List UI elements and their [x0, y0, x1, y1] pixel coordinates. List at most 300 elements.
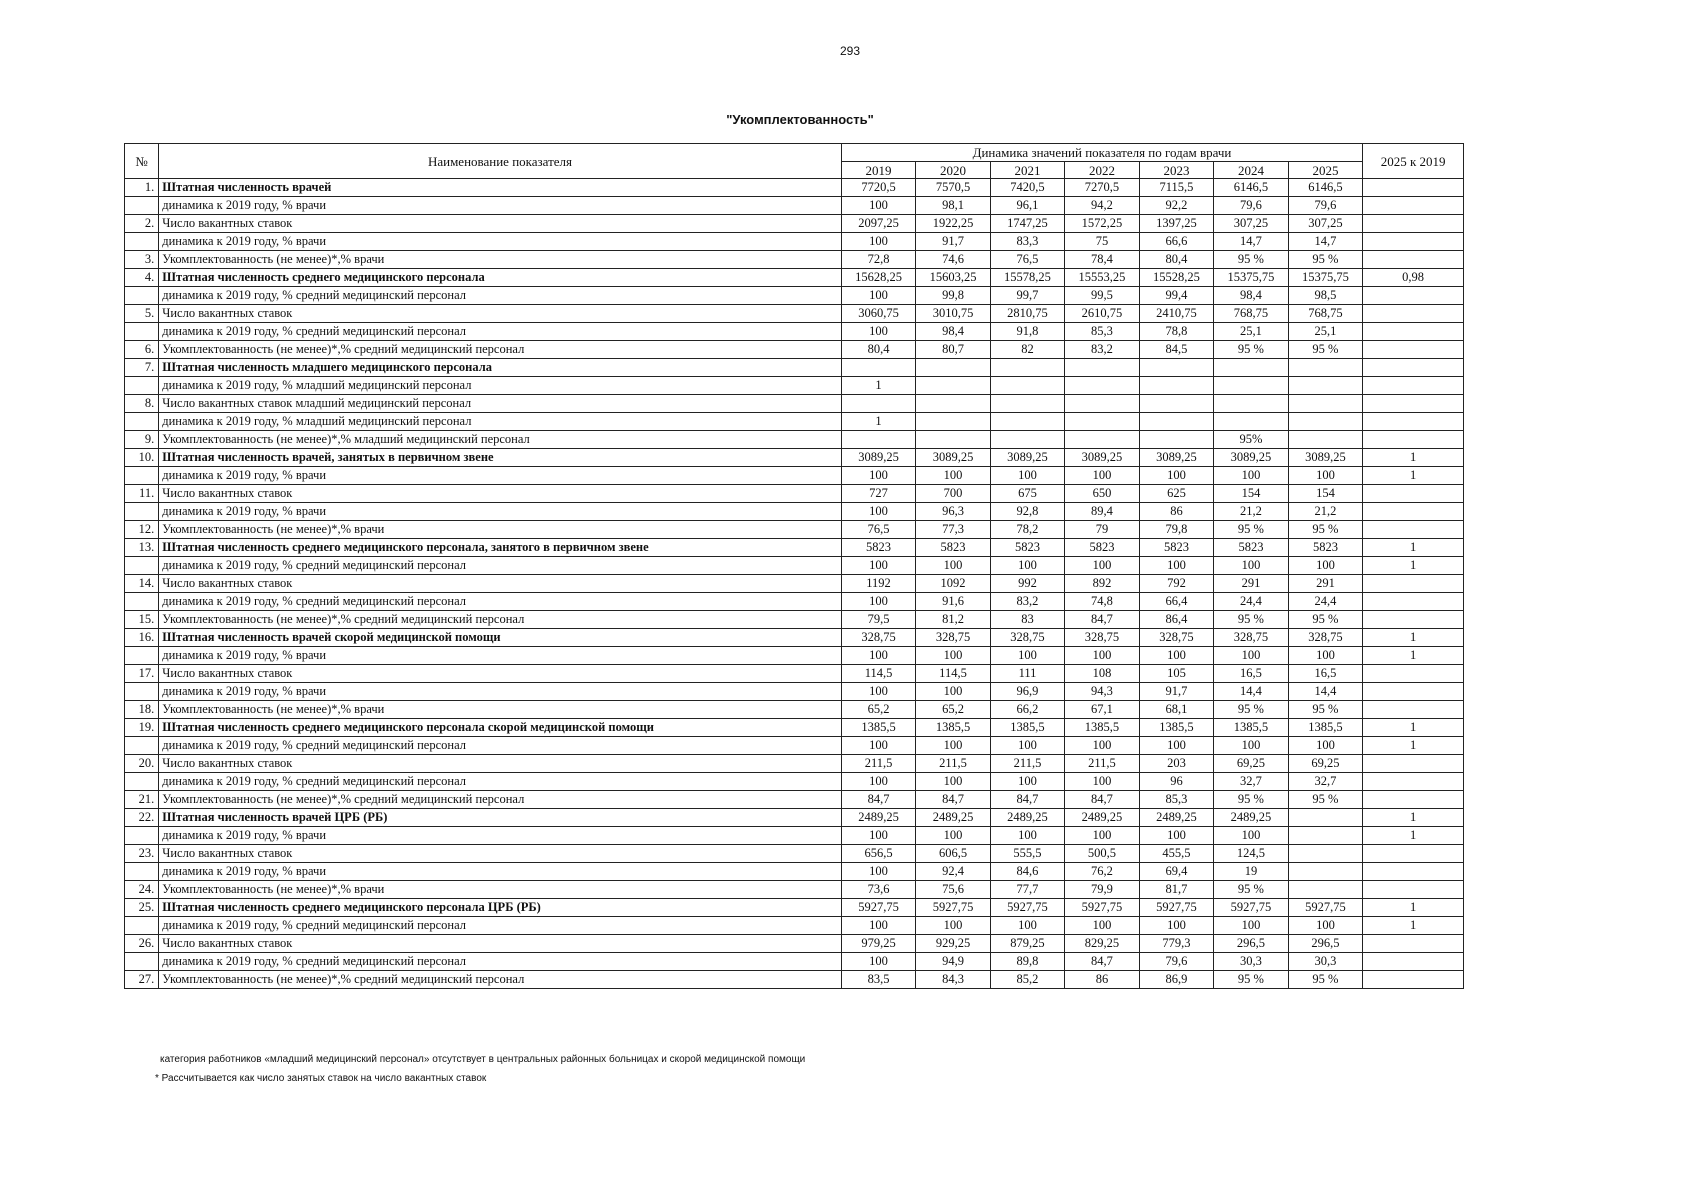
year-value: 2489,25	[1065, 809, 1139, 827]
year-value: 328,75	[916, 629, 990, 647]
indicator-name: Укомплектованность (не менее)*,% средний медицинский персонал	[159, 611, 842, 629]
row-number: 23.	[125, 845, 159, 863]
indicator-name: Штатная численность врачей	[159, 179, 842, 197]
year-value: 100	[1065, 467, 1139, 485]
table-row	[125, 917, 1464, 935]
ratio-value	[1363, 845, 1464, 863]
year-value: 100	[1065, 647, 1139, 665]
row-number	[125, 413, 159, 431]
footnote-asterisk: * Рассчитывается как число занятых ставок на число вакантных ставок	[155, 1073, 487, 1084]
year-value	[1288, 413, 1363, 431]
year-value: 78,2	[990, 521, 1064, 539]
table-row	[125, 593, 1464, 611]
year-value	[1139, 431, 1213, 449]
year-value	[1288, 431, 1363, 449]
year-value: 68,1	[1139, 701, 1213, 719]
year-value: 211,5	[1065, 755, 1139, 773]
indicator-name: динамика к 2019 году, % средний медицинский персонал	[159, 737, 842, 755]
ratio-value	[1363, 575, 1464, 593]
year-value: 6146,5	[1214, 179, 1288, 197]
year-value: 74,8	[1065, 593, 1139, 611]
year-value: 892	[1065, 575, 1139, 593]
year-value: 73,6	[841, 881, 915, 899]
year-value: 95 %	[1288, 521, 1363, 539]
row-number: 14.	[125, 575, 159, 593]
year-value	[1214, 359, 1288, 377]
year-value: 100	[1139, 827, 1213, 845]
row-number	[125, 233, 159, 251]
year-value: 16,5	[1288, 665, 1363, 683]
header-year: 2022	[1065, 162, 1139, 179]
ratio-value: 1	[1363, 809, 1464, 827]
year-value: 2810,75	[990, 305, 1064, 323]
year-value: 100	[1139, 737, 1213, 755]
year-value	[841, 359, 915, 377]
year-value: 7720,5	[841, 179, 915, 197]
year-value: 85,2	[990, 971, 1064, 989]
year-value	[1214, 377, 1288, 395]
year-value: 1092	[916, 575, 990, 593]
year-value: 3089,25	[841, 449, 915, 467]
year-value: 700	[916, 485, 990, 503]
table-row	[125, 773, 1464, 791]
row-number: 21.	[125, 791, 159, 809]
year-value: 85,3	[1139, 791, 1213, 809]
year-value: 100	[1214, 557, 1288, 575]
indicator-name: динамика к 2019 году, % средний медицинский персонал	[159, 917, 842, 935]
year-value: 15375,75	[1288, 269, 1363, 287]
year-value: 21,2	[1214, 503, 1288, 521]
table-row	[125, 935, 1464, 953]
year-value	[1065, 431, 1139, 449]
year-value: 3089,25	[990, 449, 1064, 467]
year-value: 98,4	[916, 323, 990, 341]
year-value: 211,5	[916, 755, 990, 773]
table-row	[125, 737, 1464, 755]
indicator-name: динамика к 2019 году, % средний медицинский персонал	[159, 557, 842, 575]
year-value: 100	[841, 287, 915, 305]
year-value: 3010,75	[916, 305, 990, 323]
indicator-name: Число вакантных ставок	[159, 845, 842, 863]
ratio-value	[1363, 413, 1464, 431]
year-value: 675	[990, 485, 1064, 503]
year-value: 14,7	[1288, 233, 1363, 251]
year-value: 100	[990, 647, 1064, 665]
ratio-value	[1363, 287, 1464, 305]
year-value: 99,8	[916, 287, 990, 305]
table-row	[125, 575, 1464, 593]
year-value: 100	[1288, 557, 1363, 575]
header-year: 2025	[1288, 162, 1363, 179]
year-value: 66,4	[1139, 593, 1213, 611]
table-row	[125, 467, 1464, 485]
year-value: 80,4	[841, 341, 915, 359]
table-row	[125, 233, 1464, 251]
indicator-name: Число вакантных ставок	[159, 755, 842, 773]
year-value: 14,7	[1214, 233, 1288, 251]
year-value: 1	[841, 377, 915, 395]
year-value: 83,2	[990, 593, 1064, 611]
year-value	[841, 395, 915, 413]
year-value: 89,8	[990, 953, 1064, 971]
header-year: 2024	[1214, 162, 1288, 179]
year-value: 30,3	[1214, 953, 1288, 971]
year-value: 24,4	[1288, 593, 1363, 611]
year-value: 86,9	[1139, 971, 1213, 989]
table-row	[125, 665, 1464, 683]
year-value: 100	[841, 863, 915, 881]
year-value	[1065, 395, 1139, 413]
year-value	[1288, 881, 1363, 899]
indicator-name: Штатная численность врачей ЦРБ (РБ)	[159, 809, 842, 827]
year-value	[1139, 413, 1213, 431]
row-number	[125, 323, 159, 341]
year-value: 100	[841, 467, 915, 485]
year-value: 5927,75	[841, 899, 915, 917]
year-value: 455,5	[1139, 845, 1213, 863]
year-value: 2610,75	[1065, 305, 1139, 323]
ratio-value	[1363, 341, 1464, 359]
ratio-value	[1363, 611, 1464, 629]
indicator-name: динамика к 2019 году, % врачи	[159, 197, 842, 215]
year-value: 2489,25	[841, 809, 915, 827]
year-value: 5823	[1065, 539, 1139, 557]
year-value: 108	[1065, 665, 1139, 683]
year-value: 96,1	[990, 197, 1064, 215]
ratio-value	[1363, 701, 1464, 719]
year-value: 656,5	[841, 845, 915, 863]
year-value: 77,3	[916, 521, 990, 539]
table-row	[125, 413, 1464, 431]
year-value: 929,25	[916, 935, 990, 953]
table-row	[125, 323, 1464, 341]
indicator-name: Укомплектованность (не менее)*,% врачи	[159, 521, 842, 539]
indicator-name: динамика к 2019 году, % средний медицинский персонал	[159, 323, 842, 341]
table-row	[125, 611, 1464, 629]
year-value: 3060,75	[841, 305, 915, 323]
year-value: 98,1	[916, 197, 990, 215]
year-value: 100	[990, 827, 1064, 845]
row-number: 19.	[125, 719, 159, 737]
year-value: 100	[916, 647, 990, 665]
indicator-name: динамика к 2019 году, % врачи	[159, 467, 842, 485]
year-value: 100	[1139, 647, 1213, 665]
year-value: 84,7	[1065, 611, 1139, 629]
indicator-name: Штатная численность среднего медицинского персонала, занятого в первичном звене	[159, 539, 842, 557]
year-value: 69,25	[1288, 755, 1363, 773]
row-number: 15.	[125, 611, 159, 629]
ratio-value: 1	[1363, 917, 1464, 935]
header-year: 2019	[841, 162, 915, 179]
ratio-value	[1363, 323, 1464, 341]
year-value: 7270,5	[1065, 179, 1139, 197]
year-value	[916, 413, 990, 431]
year-value: 1572,25	[1065, 215, 1139, 233]
year-value: 100	[1214, 467, 1288, 485]
year-value: 95 %	[1288, 251, 1363, 269]
indicator-name: динамика к 2019 году, % средний медицинский персонал	[159, 593, 842, 611]
year-value: 979,25	[841, 935, 915, 953]
ratio-value	[1363, 755, 1464, 773]
indicator-name: Штатная численность среднего медицинского персонала ЦРБ (РБ)	[159, 899, 842, 917]
year-value: 3089,25	[1288, 449, 1363, 467]
ratio-value	[1363, 665, 1464, 683]
year-value: 24,4	[1214, 593, 1288, 611]
header-year: 2021	[990, 162, 1064, 179]
year-value: 14,4	[1214, 683, 1288, 701]
ratio-value	[1363, 881, 1464, 899]
year-value: 768,75	[1214, 305, 1288, 323]
year-value	[1288, 809, 1363, 827]
year-value: 30,3	[1288, 953, 1363, 971]
ratio-value	[1363, 683, 1464, 701]
year-value	[916, 395, 990, 413]
year-value: 95 %	[1214, 881, 1288, 899]
year-value: 100	[1065, 917, 1139, 935]
row-number	[125, 557, 159, 575]
year-value: 81,7	[1139, 881, 1213, 899]
year-value: 100	[1065, 827, 1139, 845]
ratio-value	[1363, 953, 1464, 971]
year-value: 65,2	[916, 701, 990, 719]
year-value: 79,9	[1065, 881, 1139, 899]
row-number: 11.	[125, 485, 159, 503]
year-value: 100	[916, 917, 990, 935]
year-value: 100	[841, 917, 915, 935]
year-value: 94,2	[1065, 197, 1139, 215]
indicator-name: Число вакантных ставок	[159, 935, 842, 953]
year-value: 100	[841, 557, 915, 575]
year-value: 15578,25	[990, 269, 1064, 287]
row-number: 10.	[125, 449, 159, 467]
indicator-name: Число вакантных ставок	[159, 305, 842, 323]
table-row	[125, 305, 1464, 323]
indicator-name: Число вакантных ставок	[159, 665, 842, 683]
indicator-name: динамика к 2019 году, % средний медицинский персонал	[159, 953, 842, 971]
year-value: 2489,25	[1139, 809, 1213, 827]
ratio-value	[1363, 251, 1464, 269]
year-value	[916, 359, 990, 377]
row-number: 18.	[125, 701, 159, 719]
year-value	[990, 395, 1064, 413]
row-number	[125, 503, 159, 521]
year-value: 100	[1214, 827, 1288, 845]
table-row	[125, 719, 1464, 737]
year-value: 77,7	[990, 881, 1064, 899]
year-value: 3089,25	[1065, 449, 1139, 467]
year-value	[1065, 377, 1139, 395]
year-value	[1214, 413, 1288, 431]
header-year: 2020	[916, 162, 990, 179]
year-value: 1385,5	[1214, 719, 1288, 737]
year-value: 5927,75	[916, 899, 990, 917]
year-value: 100	[990, 917, 1064, 935]
year-value: 291	[1214, 575, 1288, 593]
year-value: 80,7	[916, 341, 990, 359]
year-value: 5927,75	[1288, 899, 1363, 917]
year-value: 82	[990, 341, 1064, 359]
row-number	[125, 377, 159, 395]
year-value	[1139, 395, 1213, 413]
year-value: 16,5	[1214, 665, 1288, 683]
year-value: 92,8	[990, 503, 1064, 521]
table-row	[125, 431, 1464, 449]
year-value: 69,4	[1139, 863, 1213, 881]
year-value: 100	[990, 737, 1064, 755]
year-value: 328,75	[1288, 629, 1363, 647]
staffing-table	[124, 143, 1464, 989]
indicator-name: динамика к 2019 году, % средний медицинский персонал	[159, 773, 842, 791]
row-number: 5.	[125, 305, 159, 323]
year-value: 829,25	[1065, 935, 1139, 953]
year-value: 296,5	[1214, 935, 1288, 953]
year-value: 95 %	[1288, 791, 1363, 809]
year-value: 100	[841, 233, 915, 251]
row-number	[125, 917, 159, 935]
year-value: 100	[916, 827, 990, 845]
year-value: 100	[841, 953, 915, 971]
year-value: 65,2	[841, 701, 915, 719]
year-value: 114,5	[841, 665, 915, 683]
table-row	[125, 881, 1464, 899]
year-value: 25,1	[1288, 323, 1363, 341]
year-value: 95%	[1214, 431, 1288, 449]
year-value: 6146,5	[1288, 179, 1363, 197]
year-value: 3089,25	[1214, 449, 1288, 467]
year-value	[1065, 413, 1139, 431]
table-row	[125, 341, 1464, 359]
year-value: 100	[841, 593, 915, 611]
year-value: 95 %	[1214, 251, 1288, 269]
year-value: 100	[841, 323, 915, 341]
year-value: 1385,5	[990, 719, 1064, 737]
year-value: 7115,5	[1139, 179, 1213, 197]
year-value: 1385,5	[1065, 719, 1139, 737]
ratio-value	[1363, 485, 1464, 503]
year-value: 1385,5	[841, 719, 915, 737]
year-value	[1139, 359, 1213, 377]
year-value: 76,5	[841, 521, 915, 539]
year-value	[916, 377, 990, 395]
year-value: 100	[916, 467, 990, 485]
year-value: 100	[1288, 647, 1363, 665]
indicator-name: Укомплектованность (не менее)*,% средний медицинский персонал	[159, 791, 842, 809]
year-value: 86,4	[1139, 611, 1213, 629]
year-value: 99,4	[1139, 287, 1213, 305]
row-number: 2.	[125, 215, 159, 233]
year-value: 15375,75	[1214, 269, 1288, 287]
year-value: 86	[1139, 503, 1213, 521]
row-number	[125, 773, 159, 791]
year-value: 79,6	[1139, 953, 1213, 971]
year-value: 625	[1139, 485, 1213, 503]
row-number: 22.	[125, 809, 159, 827]
year-value	[1288, 377, 1363, 395]
year-value: 100	[1214, 647, 1288, 665]
year-value: 95 %	[1214, 701, 1288, 719]
year-value	[990, 431, 1064, 449]
year-value: 1747,25	[990, 215, 1064, 233]
year-value: 91,7	[1139, 683, 1213, 701]
year-value: 100	[1065, 773, 1139, 791]
ratio-value	[1363, 359, 1464, 377]
year-value: 94,3	[1065, 683, 1139, 701]
year-value: 79	[1065, 521, 1139, 539]
year-value: 879,25	[990, 935, 1064, 953]
ratio-value	[1363, 863, 1464, 881]
row-number: 8.	[125, 395, 159, 413]
ratio-value: 1	[1363, 629, 1464, 647]
year-value: 32,7	[1288, 773, 1363, 791]
year-value: 792	[1139, 575, 1213, 593]
indicator-name: динамика к 2019 году, % врачи	[159, 683, 842, 701]
year-value: 100	[990, 773, 1064, 791]
row-number: 3.	[125, 251, 159, 269]
year-value: 80,4	[1139, 251, 1213, 269]
year-value: 91,8	[990, 323, 1064, 341]
ratio-value	[1363, 791, 1464, 809]
header-dynamics: Динамика значений показателя по годам врачи	[841, 144, 1362, 162]
year-value: 328,75	[1139, 629, 1213, 647]
year-value: 72,8	[841, 251, 915, 269]
table-row	[125, 791, 1464, 809]
year-value: 100	[1065, 737, 1139, 755]
table-row	[125, 449, 1464, 467]
row-number	[125, 593, 159, 611]
year-value: 114,5	[916, 665, 990, 683]
year-value	[1139, 377, 1213, 395]
ratio-value: 1	[1363, 719, 1464, 737]
header-ratio: 2025 к 2019	[1363, 144, 1464, 179]
table-row	[125, 377, 1464, 395]
year-value: 25,1	[1214, 323, 1288, 341]
year-value: 100	[841, 737, 915, 755]
indicator-name: Штатная численность младшего медицинского персонала	[159, 359, 842, 377]
indicator-name: Штатная численность среднего медицинского персонала скорой медицинской помощи	[159, 719, 842, 737]
year-value: 78,4	[1065, 251, 1139, 269]
year-value: 75	[1065, 233, 1139, 251]
footnote-category: категория работников «младший медицинский персонал» отсутствует в центральных районных больницах и скорой медицинской помощи	[160, 1054, 806, 1065]
header-row	[125, 144, 1464, 162]
year-value: 21,2	[1288, 503, 1363, 521]
table-row	[125, 809, 1464, 827]
year-value	[916, 431, 990, 449]
indicator-name: Число вакантных ставок	[159, 485, 842, 503]
year-value: 99,7	[990, 287, 1064, 305]
year-value: 83,5	[841, 971, 915, 989]
indicator-name: Укомплектованность (не менее)*,% младший медицинский персонал	[159, 431, 842, 449]
table-row	[125, 557, 1464, 575]
indicator-name: Укомплектованность (не менее)*,% врачи	[159, 251, 842, 269]
row-number: 26.	[125, 935, 159, 953]
year-value: 211,5	[841, 755, 915, 773]
year-value: 76,2	[1065, 863, 1139, 881]
year-value: 1385,5	[1288, 719, 1363, 737]
ratio-value	[1363, 305, 1464, 323]
year-value: 606,5	[916, 845, 990, 863]
year-value: 76,5	[990, 251, 1064, 269]
year-value: 89,4	[1065, 503, 1139, 521]
year-value: 79,8	[1139, 521, 1213, 539]
ratio-value: 1	[1363, 647, 1464, 665]
year-value: 15528,25	[1139, 269, 1213, 287]
row-number: 24.	[125, 881, 159, 899]
year-value: 79,6	[1288, 197, 1363, 215]
ratio-value	[1363, 377, 1464, 395]
year-value: 328,75	[841, 629, 915, 647]
year-value: 84,3	[916, 971, 990, 989]
indicator-name: Укомплектованность (не менее)*,% врачи	[159, 881, 842, 899]
